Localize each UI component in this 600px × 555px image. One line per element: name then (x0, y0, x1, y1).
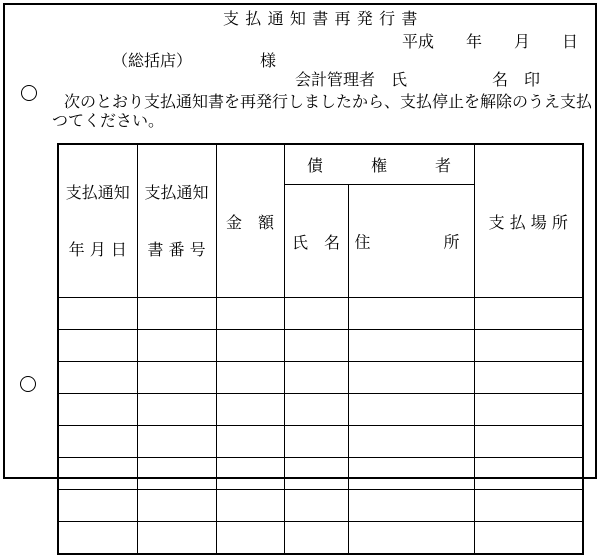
punch-hole-icon (20, 376, 36, 392)
table-cell (137, 298, 216, 330)
table-cell (58, 426, 137, 458)
table-row (58, 298, 583, 330)
table-cell (284, 394, 348, 426)
table-cell (284, 458, 348, 490)
table-cell (284, 426, 348, 458)
col-header-notice-date-line1: 支払通知 (65, 183, 130, 202)
table-row (58, 362, 583, 394)
col-header-payment-place: 支 払 場 所 (474, 144, 583, 298)
table-cell (348, 458, 474, 490)
table-cell (216, 298, 284, 330)
table-cell (474, 522, 583, 554)
table-cell (216, 522, 284, 554)
col-header-creditor-group: 債 権 者 (284, 144, 474, 185)
table-cell (348, 490, 474, 522)
table-cell (348, 298, 474, 330)
col-header-notice-number-line2: 書 番 号 (147, 240, 206, 259)
table-cell (137, 522, 216, 554)
accounting-manager-label: 会計管理者 氏 (295, 70, 408, 89)
table-cell (348, 330, 474, 362)
col-header-notice-number-line1: 支払通知 (144, 183, 209, 202)
table-cell (284, 362, 348, 394)
table-cell (348, 426, 474, 458)
table-cell (58, 298, 137, 330)
col-header-notice-date (58, 144, 137, 298)
table-cell (58, 490, 137, 522)
table-cell (216, 490, 284, 522)
table-cell (58, 458, 137, 490)
table-row (58, 426, 583, 458)
table-cell (58, 362, 137, 394)
table-cell (216, 394, 284, 426)
table-cell (137, 362, 216, 394)
col-header-address-right: 所 (443, 232, 460, 252)
table-cell (348, 362, 474, 394)
date-line: 平成 年 月 日 (402, 32, 579, 51)
table-cell (284, 330, 348, 362)
col-header-notice-number (137, 144, 216, 298)
table-cell (137, 394, 216, 426)
table-cell (474, 394, 583, 426)
col-header-address-left: 住 (354, 232, 371, 252)
table-cell (216, 458, 284, 490)
table-cell (137, 426, 216, 458)
col-header-amount: 金 額 (216, 144, 284, 298)
table-cell (137, 458, 216, 490)
form-title: 支払通知書再発行書 (223, 9, 424, 28)
table-cell (58, 330, 137, 362)
table-row (58, 458, 583, 490)
name-seal-label: 名 印 (492, 70, 541, 89)
table-cell (474, 426, 583, 458)
table-cell (348, 394, 474, 426)
table-row (58, 330, 583, 362)
table-cell (137, 330, 216, 362)
addressee-label: （総括店） (112, 51, 193, 70)
table-cell (284, 522, 348, 554)
addressee-honorific: 様 (260, 51, 277, 70)
payment-notice-table (57, 143, 584, 555)
col-header-notice-date-line2: 年 月 日 (68, 240, 127, 259)
table-cell (58, 522, 137, 554)
table-cell (348, 522, 474, 554)
col-header-creditor-address (348, 185, 474, 298)
col-header-creditor-name: 氏 名 (284, 185, 348, 298)
table-cell (58, 394, 137, 426)
punch-hole-icon (21, 85, 37, 101)
table-row (58, 490, 583, 522)
table-cell (474, 490, 583, 522)
table-cell (474, 330, 583, 362)
table-cell (137, 490, 216, 522)
table-cell (284, 298, 348, 330)
table-cell (216, 426, 284, 458)
table-cell (216, 362, 284, 394)
instruction-line-2: つてください。 (52, 111, 165, 130)
table-cell (474, 362, 583, 394)
table-row (58, 394, 583, 426)
table-cell (474, 458, 583, 490)
table-cell (284, 490, 348, 522)
instruction-line-1: 次のとおり支払通知書を再発行しましたから、支払停止を解除のうえ支払 (64, 92, 593, 111)
table-cell (474, 298, 583, 330)
table-cell (216, 330, 284, 362)
table-row (58, 522, 583, 554)
